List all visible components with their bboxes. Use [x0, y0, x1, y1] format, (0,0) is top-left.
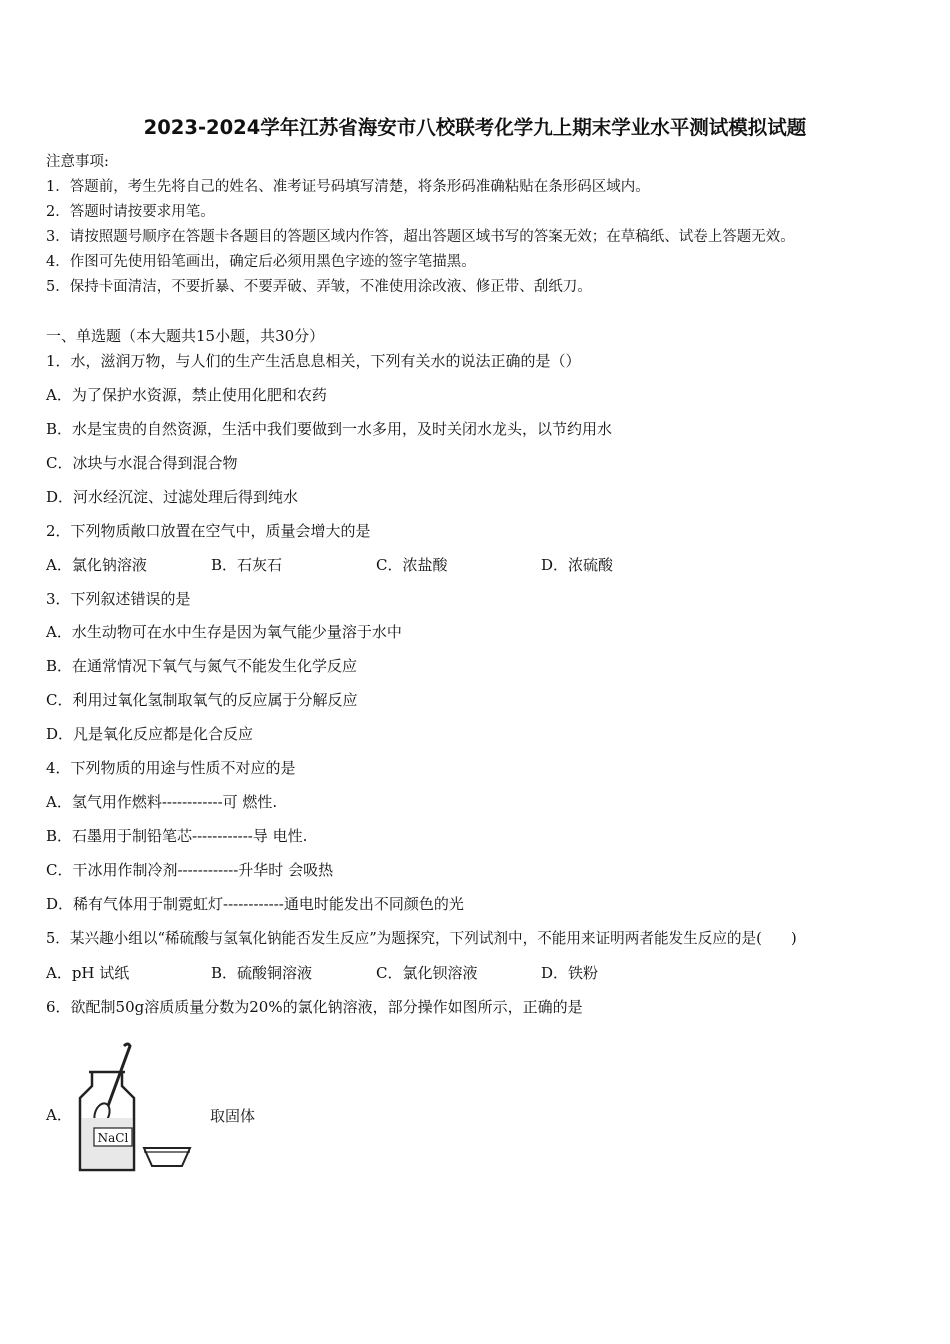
- answer-option: D．铁粉: [541, 964, 599, 982]
- answer-option: B．水是宝贵的自然资源，生活中我们要做到一水多用，及时关闭水龙头，以节约用水: [46, 420, 613, 438]
- notice-item: 4．作图可先使用铅笔画出，确定后必须用黑色字迹的签字笔描黑。: [46, 254, 476, 270]
- figure-caption: 取固体: [210, 1107, 256, 1125]
- question-stem: 6．欲配制50g溶质质量分数为20%的氯化钠溶液，部分操作如图所示，正确的是: [46, 998, 583, 1016]
- reagent-bottle-figure: [72, 1040, 202, 1175]
- answer-option: A．氢气用作燃料------------可 燃性.: [46, 793, 278, 811]
- notice-item: 3．请按照题号顺序在答题卡各题目的答题区域内作答，超出答题区域书写的答案无效；在草稿纸、试卷上答题无效。: [46, 229, 795, 245]
- question-stem: 3．下列叙述错误的是: [46, 590, 191, 608]
- question-stem: 2．下列物质敞口放置在空气中，质量会增大的是: [46, 522, 371, 540]
- answer-option: D．稀有气体用于制霓虹灯------------通电时能发出不同颜色的光: [46, 895, 464, 913]
- spoon-handle: [108, 1044, 130, 1106]
- answer-option: C．利用过氧化氢制取氧气的反应属于分解反应: [46, 691, 358, 709]
- answer-option: D．河水经沉淀、过滤处理后得到纯水: [46, 488, 299, 506]
- question-stem: 4．下列物质的用途与性质不对应的是: [46, 759, 296, 777]
- answer-option: C．浓盐酸: [376, 556, 448, 574]
- bottle-label-text: NaCl: [97, 1131, 129, 1145]
- answer-option: C．氯化钡溶液: [376, 964, 478, 982]
- answer-option: C．冰块与水混合得到混合物: [46, 454, 238, 472]
- answer-option: B．石灰石: [211, 556, 283, 574]
- notice-heading: 注意事项:: [46, 154, 109, 170]
- answer-option: B．硫酸铜溶液: [211, 964, 313, 982]
- evaporating-dish: [144, 1148, 190, 1166]
- question-stem: 1．水，滋润万物，与人们的生产生活息息相关，下列有关水的说法正确的是（）: [46, 352, 581, 370]
- answer-option: B．在通常情况下氧气与氮气不能发生化学反应: [46, 657, 358, 675]
- notice-item: 5．保持卡面清洁，不要折暴、不要弄破、弄皱，不准使用涂改液、修正带、刮纸刀。: [46, 279, 592, 295]
- section-heading: 一、单选题（本大题共15小题，共30分）: [46, 327, 325, 345]
- answer-option: A．氯化钠溶液: [46, 556, 147, 574]
- notice-item: 1．答题前，考生先将自己的姓名、准考证号码填写清楚，将条形码准确粘贴在条形码区域内。: [46, 179, 650, 195]
- answer-option: C．干冰用作制冷剂------------升华时 会吸热: [46, 861, 334, 879]
- answer-option: D．浓硫酸: [541, 556, 614, 574]
- answer-option: B．石墨用于制铅笔芯------------导 电性.: [46, 827, 308, 845]
- answer-option: A．为了保护水资源，禁止使用化肥和农药: [46, 386, 327, 404]
- page-title: 2023-2024学年江苏省海安市八校联考化学九上期末学业水平测试模拟试题: [143, 116, 807, 139]
- answer-option-label: A．: [46, 1106, 72, 1124]
- answer-option: A．水生动物可在水中生存是因为氧气能少量溶于水中: [46, 623, 402, 641]
- notice-item: 2．答题时请按要求用笔。: [46, 204, 215, 220]
- answer-option: D．凡是氧化反应都是化合反应: [46, 725, 254, 743]
- question-stem: 5．某兴趣小组以“稀硫酸与氢氧化钠能否发生反应”为题探究，下列试剂中，不能用来证明两者能发生反应的是( ): [46, 930, 797, 947]
- answer-option: A．pH 试纸: [46, 964, 130, 982]
